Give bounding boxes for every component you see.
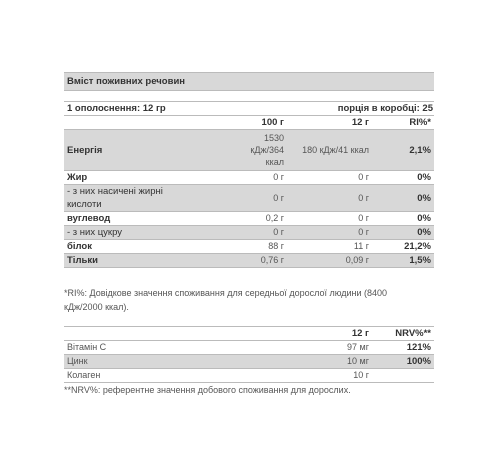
row-amount: 10 г — [353, 370, 369, 380]
vit-header-nrv: NRV%** — [395, 328, 431, 339]
table-row-fat — [64, 171, 434, 185]
table-row-salt — [64, 254, 434, 268]
row-per12: 0,09 г — [287, 254, 372, 268]
table-row-energy — [64, 130, 434, 171]
nutrition-header-row — [64, 116, 434, 130]
row-name: Енергія — [64, 130, 190, 171]
header-per12: 12 г — [351, 117, 369, 128]
row-name: - з них цукру — [64, 226, 190, 240]
row-per100: 0,2 г — [265, 213, 284, 223]
row-per100: 0 г — [190, 226, 287, 240]
ri-footnote: *RI%: Довідкове значення споживання для середньої дорослої людини (8400 кДж/2000 ккал). — [64, 288, 388, 312]
row-name: Тільки — [64, 254, 190, 268]
serving-info-row — [64, 101, 434, 115]
vitamins-header-row — [64, 327, 434, 341]
row-per100: 0 г — [190, 185, 287, 212]
row-nrv: 100% — [372, 355, 434, 369]
row-per12: 0 г — [358, 213, 369, 223]
vit-header-col1 — [64, 327, 287, 341]
nrv-footnote: **NRV%: референтне значення добового споживання для дорослих. — [64, 385, 351, 395]
row-per100: 0 г — [273, 172, 284, 182]
energy-ri: 2,1% — [372, 130, 434, 171]
row-ri: 0% — [417, 213, 431, 224]
table-row-saturated — [64, 185, 434, 212]
energy-per100: 1530 кДж/364 ккал — [190, 130, 287, 171]
servings-per-box: порція в коробці: 25 — [337, 103, 433, 114]
row-nrv: 121% — [406, 342, 431, 353]
row-per12: 11 г — [353, 241, 369, 251]
table-row-protein — [64, 240, 434, 254]
row-name: білок — [67, 241, 92, 252]
row-amount: 97 мг — [347, 342, 369, 352]
header-col1 — [64, 116, 190, 130]
nutrition-panel — [64, 72, 434, 395]
vit-header-amount: 12 г — [351, 328, 369, 339]
table-row-sugar — [64, 226, 434, 240]
table-row-vitamin-c — [64, 341, 434, 355]
row-nrv — [372, 369, 434, 383]
row-name: Жир — [67, 172, 88, 183]
table-row-collagen — [64, 369, 434, 383]
row-ri: 0% — [372, 185, 434, 212]
row-name: Вітамін С — [67, 342, 107, 352]
row-ri: 0% — [417, 172, 431, 183]
serving-size: 1 ополоснення: 12 гр — [67, 103, 166, 114]
energy-per12: 180 кДж/41 ккал — [287, 130, 372, 171]
row-per100: 88 г — [268, 241, 284, 251]
row-ri: 1,5% — [372, 254, 434, 268]
table-row-zinc — [64, 355, 434, 369]
row-per12: 0 г — [358, 172, 369, 182]
header-per100: 100 г — [261, 117, 284, 128]
nutrition-title: Вміст поживних речовин — [64, 72, 434, 91]
row-name: - з них насичені жирні кислоти — [64, 185, 190, 212]
table-row-carbs — [64, 212, 434, 226]
row-amount: 10 мг — [287, 355, 372, 369]
row-name: вуглевод — [67, 213, 111, 224]
header-ri: RI%* — [409, 117, 431, 128]
row-per100: 0,76 г — [190, 254, 287, 268]
vitamins-table — [64, 326, 434, 383]
row-per12: 0 г — [287, 226, 372, 240]
row-ri: 0% — [372, 226, 434, 240]
row-per12: 0 г — [287, 185, 372, 212]
row-name: Колаген — [67, 370, 101, 380]
row-name: Цинк — [64, 355, 287, 369]
row-ri: 21,2% — [404, 241, 431, 252]
nutrition-table — [64, 115, 434, 268]
